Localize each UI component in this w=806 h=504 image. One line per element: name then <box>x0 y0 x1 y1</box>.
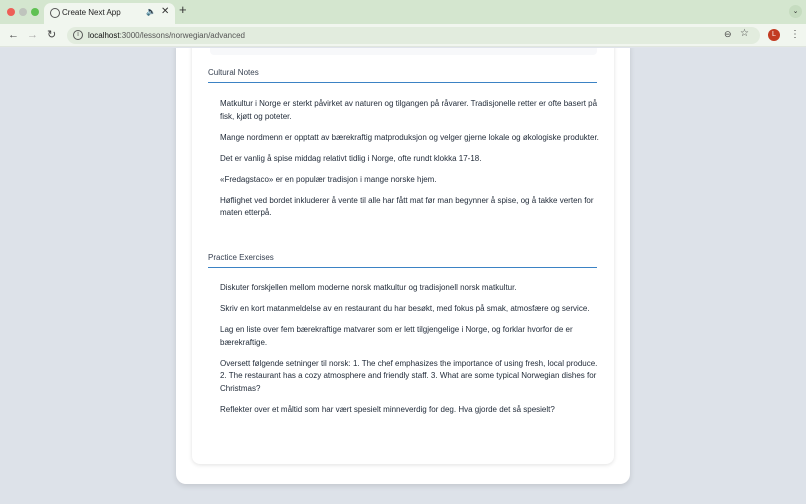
list-item: Reflekter over et måltid som har vært spesielt minneverdig for deg. Hva gjorde det så spesielt? <box>220 404 555 414</box>
page-viewport[interactable] <box>0 48 806 504</box>
lesson-card <box>192 48 614 464</box>
zoom-icon[interactable]: ⊖ <box>724 29 732 39</box>
list-item: Høflighet ved bordet inkluderer å vente til alle har fått mat før man begynner å spise, og å takke verten for maten etterpå. <box>220 195 594 217</box>
previous-section-block <box>210 48 597 55</box>
tab-title: Create Next App <box>62 8 121 17</box>
address-bar[interactable] <box>67 27 760 44</box>
site-info-icon[interactable]: i <box>73 30 83 40</box>
practice-exercises-heading: Practice Exercises <box>208 253 597 268</box>
profile-avatar[interactable]: L <box>768 29 780 41</box>
bookmark-star-icon[interactable]: ☆ <box>740 28 749 39</box>
window-minimize-button[interactable] <box>19 8 27 16</box>
kebab-menu-icon[interactable]: ⋮ <box>790 29 800 40</box>
cultural-notes-heading: Cultural Notes <box>208 68 597 83</box>
list-item: Matkultur i Norge er sterkt påvirket av naturen og tilgangen på råvarer. Tradisjonelle retter er ofte basert på fisk, kjøtt og poteter. <box>220 99 598 121</box>
window-close-button[interactable] <box>7 8 15 16</box>
practice-exercises-list <box>220 282 600 425</box>
tab-search-button[interactable]: ⌄ <box>789 5 802 18</box>
tab-strip <box>0 0 806 24</box>
cultural-notes-list <box>220 98 600 228</box>
forward-arrow-icon[interactable]: → <box>27 29 38 41</box>
list-item: Det er vanlig å spise middag relativt tidlig i Norge, ofte rundt klokka 17-18. <box>220 153 482 163</box>
close-tab-icon[interactable]: ✕ <box>161 6 170 17</box>
globe-icon <box>50 8 60 18</box>
url-path: :3000/lessons/norwegian/advanced <box>119 31 245 40</box>
list-item: Skriv en kort matanmeldelse av en restaurant du har besøkt, med fokus på smak, atmosfære og service. <box>220 304 590 313</box>
lesson-container <box>176 48 630 484</box>
window-zoom-button[interactable] <box>31 8 39 16</box>
list-item: Diskuter forskjellen mellom moderne norsk matkultur og tradisjonell norsk matkultur. <box>220 283 517 292</box>
url-text[interactable] <box>88 31 245 40</box>
list-item: Lag en liste over fem bærekraftige matvarer som er lett tilgjengelige i Norge, og forklar hvorfor de er bærekraftige. <box>220 325 573 347</box>
speaker-icon[interactable]: 🔈 <box>146 7 156 16</box>
back-arrow-icon[interactable]: ← <box>8 29 19 41</box>
list-item: Oversett følgende setninger til norsk: 1. The chef emphasizes the importance of using fresh, local produce. 2. The restaurant has a cozy atmosphere and friendly staff. 3. What are some typical Norwegian dishes for Christmas? <box>220 358 598 393</box>
browser-tab[interactable] <box>44 3 175 24</box>
reload-icon[interactable]: ↻ <box>47 29 57 41</box>
browser-toolbar <box>0 24 806 47</box>
list-item: «Fredagstaco» er en populær tradisjon i mange norske hjem. <box>220 174 437 184</box>
list-item: Mange nordmenn er opptatt av bærekraftig matproduksjon og velger gjerne lokale og økologiske produkter. <box>220 132 599 142</box>
new-tab-button[interactable]: + <box>179 2 187 17</box>
url-host: localhost <box>88 31 120 40</box>
